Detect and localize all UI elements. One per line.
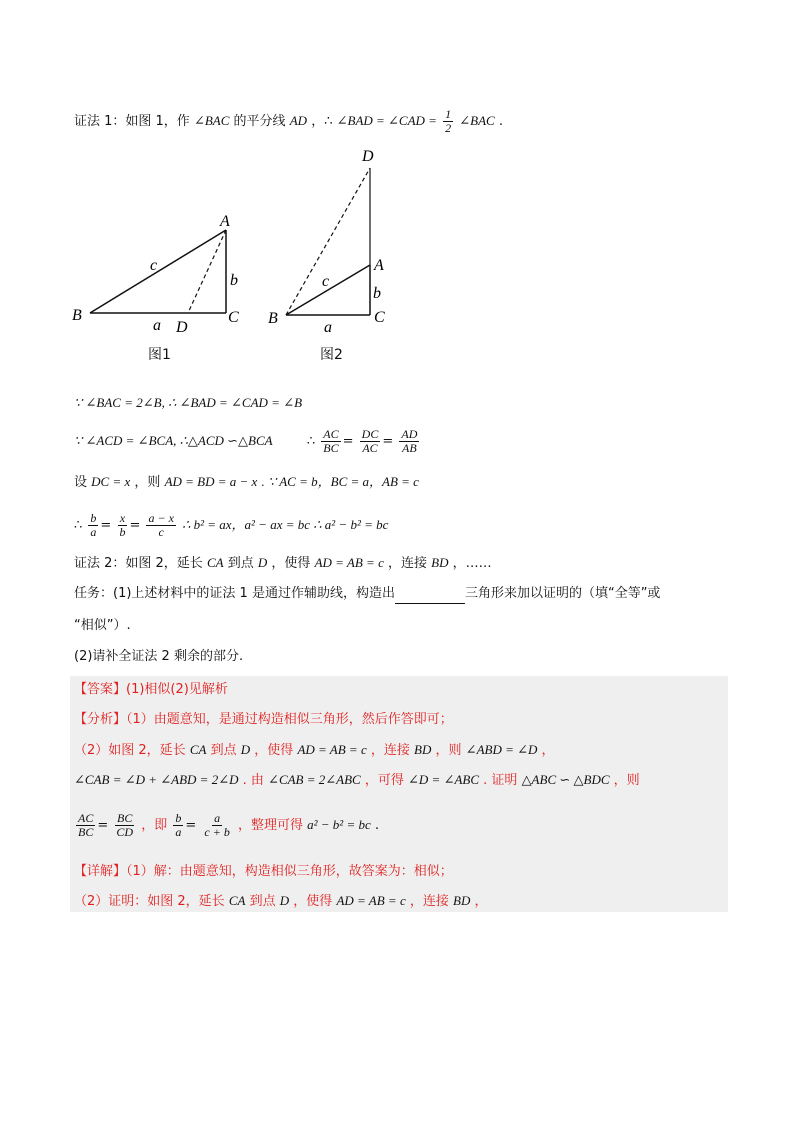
analysis-line-4: $\frac{AC}{BC}$ = $\frac{BC}{CD}$ ，即 $\frac{b}{a}$ = $\frac{a}{c + b}$ ，整理可得 a² − b² = bc . [78, 811, 380, 839]
fig2-label-b: B [268, 310, 278, 327]
angle-equation: ∠BAD = ∠CAD = [336, 113, 437, 128]
detail-line-2: （2）证明：如图 2，延长 CA 到点 D ，使得 AD = AB = c ，连接 BD ， [74, 893, 488, 909]
fig2-label-d: D [362, 148, 374, 165]
figure-2-caption: 图2 [320, 347, 343, 363]
fig1-side-b: b [230, 272, 238, 289]
fig1-side-c: c [150, 257, 158, 274]
detail-line-1: 【详解】（1）解：由题意知，构造相似三角形，故答案为：相似； [74, 864, 453, 879]
step-let-x: 设 DC = x ，则 AD = BD = a − x . ∵ AC = b，BC = a，AB = c [74, 474, 419, 490]
fraction-b-a-2: $\frac{b}{a}$ [175, 811, 182, 839]
analysis-tag: 【分析】 [74, 712, 127, 727]
fig2-side-c: c [322, 273, 330, 290]
therefore-symbol: ，∴ [311, 114, 333, 129]
step-similar: ∵ ∠ACD = ∠BCA, ∴△ACD ∽△BCA ∴ $\frac{AC}{BC}$ = $\frac{DC}{AC}$ = $\frac{AD}{AB}$ [74, 427, 418, 455]
fig1-label-c: C [228, 309, 239, 326]
task-line-1: 任务：(1)上述材料中的证法 1 是通过作辅助线，构造出 三角形来加以证明的（填“全等”或 [74, 584, 660, 604]
proof1-intro: 证法 1：如图 1，作 [74, 114, 190, 129]
analysis-line-1: 【分析】（1）由题意知，是通过构造相似三角形，然后作答即可； [74, 712, 453, 727]
fraction-a-minus-x-c: $\frac{a - x}{c}$ [148, 511, 174, 539]
fig1-label-d: D [176, 319, 188, 336]
answer-text: (1)相似(2)见解析 [126, 682, 228, 697]
task-line-3: (2)请补全证法 2 剩余的部分. [74, 649, 244, 664]
fig1-label-a: A [220, 213, 230, 230]
figure-1 [72, 213, 239, 336]
angle-bac-tail: ∠BAC [459, 113, 495, 128]
fig2-label-a: A [374, 257, 384, 274]
fraction-ac-bc: $\frac{AC}{BC}$ [323, 427, 339, 455]
fig2-side-b: b [373, 285, 381, 302]
fig1-label-b: B [72, 307, 82, 324]
figure-2 [268, 148, 385, 336]
half-fraction: $\frac{1}{2}$ [445, 107, 452, 135]
analysis-line-3: ∠CAB = ∠D + ∠ABD = 2∠D . 由 ∠CAB = 2∠ABC ，可得 ∠D = ∠ABC . 证明 △ABC ∽ △BDC ，则 [74, 772, 640, 788]
answer-tag: 【答案】 [74, 682, 127, 697]
fig2-label-c: C [374, 309, 385, 326]
fraction-b-a: $\frac{b}{a}$ [90, 511, 97, 539]
fig2-side-a: a [324, 319, 332, 336]
detail-tag: 【详解】 [74, 864, 127, 879]
fraction-x-b: $\frac{x}{b}$ [119, 511, 126, 539]
fraction-a-c-plus-b: $\frac{a}{c + b}$ [204, 811, 230, 839]
fraction-bc-cd: $\frac{BC}{CD}$ [116, 811, 134, 839]
fraction-dc-ac: $\frac{DC}{AC}$ [361, 427, 379, 455]
figure-1-caption: 图1 [148, 347, 171, 363]
segment-ad: AD [289, 113, 308, 128]
analysis-line-2: （2）如图 2，延长 CA 到点 D ，使得 AD = AB = c ，连接 BD ，则 ∠ABD = ∠D ， [74, 742, 555, 758]
task-line-2: “相似”）. [74, 618, 131, 633]
step-ratio: ∴ $\frac{b}{a}$ = $\frac{x}{b}$ = $\frac{a - x}{c}$ ∴ b² = ax，a² − ax = bc ∴ a² − b² = bc [74, 511, 389, 539]
step-angle-bisector: ∵ ∠BAC = 2∠B, ∴ ∠BAD = ∠CAD = ∠B [74, 395, 303, 410]
proof1-bisector-text: 的平分线 [233, 114, 286, 129]
fraction-ad-ab: $\frac{AD}{AB}$ [401, 427, 418, 455]
answer-line [74, 680, 228, 700]
answer-blank [395, 590, 465, 604]
fraction-ac-bc-2: $\frac{AC}{BC}$ [78, 811, 94, 839]
figures [60, 140, 420, 350]
proof2-line: 证法 2：如图 2，延长 CA 到点 D ，使得 AD = AB = c ，连接 BD ，…… [74, 555, 492, 571]
angle-bac: ∠BAC [193, 113, 230, 128]
fig1-side-a: a [153, 317, 161, 334]
proof1-line: 证法 1：如图 1，作 ∠BAC 的平分线 AD ，∴ ∠BAD = ∠CAD = $\frac{1}{2}$ ∠BAC . [74, 107, 503, 135]
